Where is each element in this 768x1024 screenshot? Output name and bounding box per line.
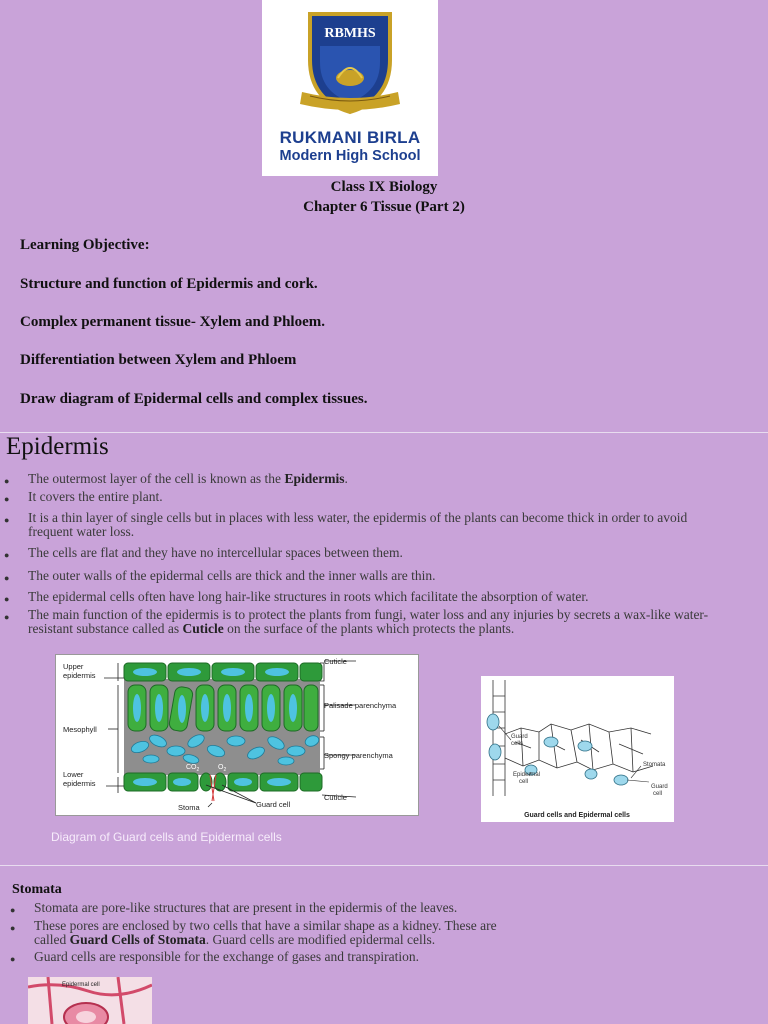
lower-epidermis-cells — [124, 773, 322, 801]
objective-item: Structure and function of Epidermis and cork. — [20, 276, 318, 292]
palisade-label: Palisade parenchyma — [324, 701, 397, 710]
list-item: ● It is a thin layer of single cells but in places with less water, the epidermis of the plants can become thick in order to avoid frequent water loss. — [4, 510, 688, 539]
list-item: ● The cells are flat and they have no intercellular spaces between them. — [4, 545, 403, 560]
list-item: ● It covers the entire plant. — [4, 489, 163, 504]
upper-epidermis-cells — [124, 663, 322, 681]
class-line: Class IX Biology — [330, 179, 438, 195]
cuticle-bottom-label: Cuticle — [324, 793, 347, 802]
school-name-line2: Modern High School — [279, 148, 421, 164]
logo-abbrev — [262, 0, 438, 125]
guard-cell-label: Guard cell — [651, 784, 668, 797]
list-item: ● The outermost layer of the cell is known as the Epidermis. — [4, 471, 348, 486]
stomata-title: Stomata — [12, 882, 62, 897]
chapter-line: Chapter 6 Tissue (Part 2) — [303, 199, 465, 215]
objective-item: Differentiation between Xylem and Phloem — [20, 352, 297, 368]
epidermal-cell-label: Epidermal cell — [513, 772, 541, 785]
mesophyll-label: Mesophyll — [63, 725, 97, 734]
objectives-heading: Learning Objective: — [20, 237, 150, 253]
guard-cells-diagram — [481, 676, 674, 822]
objective-item: Complex permanent tissue- Xylem and Phloem. — [20, 314, 325, 330]
section-divider — [0, 865, 768, 866]
upper-epidermis-label: Upper epidermis — [63, 662, 96, 680]
guard-cell-label: Guard cell — [256, 800, 291, 809]
list-item: ● The epidermal cells often have long hair-like structures in roots which facilitate the absorption of water. — [4, 589, 589, 604]
figure-caption: Diagram of Guard cells and Epidermal cells — [51, 830, 282, 844]
epidermis-title: Epidermis — [6, 433, 109, 460]
stoma-label: Stoma — [178, 803, 200, 812]
list-item: ● The outer walls of the epidermal cells are thick and the inner walls are thin. — [4, 568, 436, 583]
list-item: ● Stomata are pore-like structures that are present in the epidermis of the leaves. — [10, 900, 458, 915]
leaf-cross-section-diagram — [55, 654, 419, 816]
school-logo — [262, 0, 438, 176]
guard-diagram-caption: Guard cells and Epidermal cells — [524, 812, 630, 819]
list-item: ● Guard cells are responsible for the exchange of gases and transpiration. — [10, 949, 419, 964]
spongy-label: Spongy parenchyma — [324, 751, 393, 760]
o2-label: $O_2$ — [218, 764, 227, 773]
guard-cells-label: Guard cells — [511, 734, 528, 747]
stomata-label: Stomata — [643, 762, 666, 768]
objective-item: Draw diagram of Epidermal cells and complex tissues. — [20, 391, 368, 407]
list-item: ● The main function of the epidermis is to protect the plants from fungi, water loss and any injuries by secrets a wax-like water- resistant substance called as Cuticle on the surface of the plants which protects the plants. — [4, 607, 709, 636]
svg-text:RBMHS: RBMHS — [324, 26, 376, 41]
epidermal-cell-label: Epidermal cell — [62, 982, 100, 988]
co2-label: $CO_2$ — [186, 764, 200, 773]
section-divider — [0, 432, 768, 433]
school-name-line1: RUKMANI BIRLA — [279, 128, 421, 147]
cuticle-top-label: Cuticle — [324, 657, 347, 666]
stomata-micrograph — [28, 977, 152, 1024]
lower-epidermis-label: Lower epidermis — [63, 770, 96, 788]
list-item: ● These pores are enclosed by two cells that have a similar shape as a kidney. These are called Guard Cells of Stomata. Guard cells are modified epidermal cells. — [10, 918, 497, 947]
